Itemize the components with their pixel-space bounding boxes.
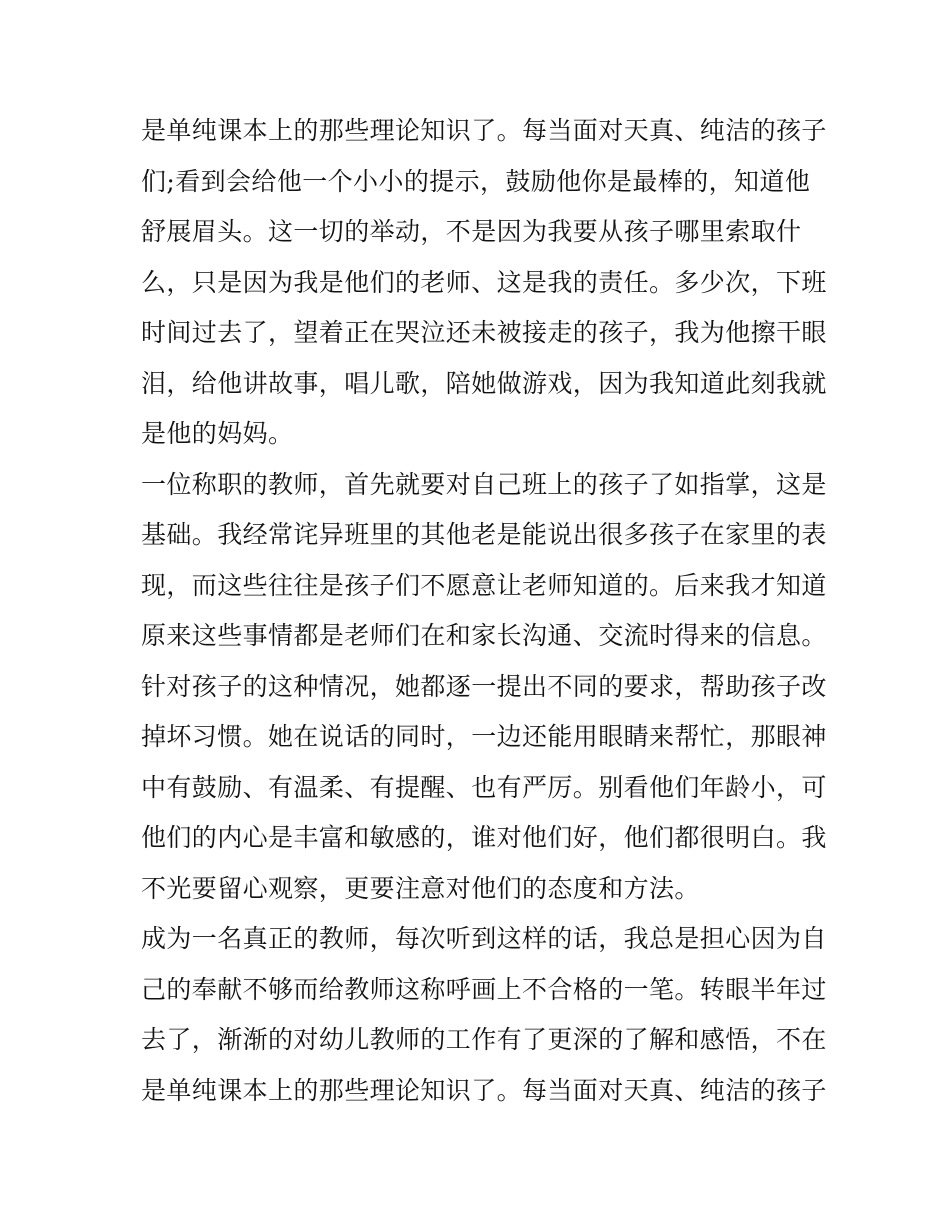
text-line-12: 针对孩子的这种情况，她都逐一提出不同的要求，帮助孩子改 [141,671,827,701]
text-line-6: 泪，给他讲故事，唱儿歌，陪她做游戏，因为我知道此刻我就 [141,368,827,398]
text-line-4: 么，只是因为我是他们的老师、这是我的责任。多少次，下班 [141,267,827,297]
text-line-10: 现，而这些往往是孩子们不愿意让老师知道的。后来我才知道 [141,570,827,600]
text-line-18: 己的奉献不够而给教师这称呼画上不合格的一笔。转眼半年过 [141,974,827,1004]
text-line-20: 是单纯课本上的那些理论知识了。每当面对天真、纯洁的孩子 [141,1075,827,1105]
text-line-1: 是单纯课本上的那些理论知识了。每当面对天真、纯洁的孩子 [141,116,827,145]
text-line-7: 是他的妈妈。 [141,419,294,448]
body-text [141,106,841,1116]
text-line-15: 他们的内心是丰富和敏感的，谁对他们好，他们都很明白。我 [141,823,827,852]
text-line-14: 中有鼓励、有温柔、有提醒、也有严厉。别看他们年龄小，可 [141,772,827,802]
text-line-16: 不光要留心观察，更要注意对他们的态度和方法。 [141,873,700,903]
text-line-11: 原来这些事情都是老师们在和家长沟通、交流时得来的信息。 [141,621,827,650]
text-line-19: 去了，渐渐的对幼儿教师的工作有了更深的了解和感悟，不在 [141,1025,827,1054]
text-line-17: 成为一名真正的教师，每次听到这样的话，我总是担心因为自 [141,924,827,953]
text-line-2: 们;看到会给他一个小小的提示，鼓励他你是最棒的，知道他 [141,166,811,196]
text-line-3: 舒展眉头。这一切的举动，不是因为我要从孩子哪里索取什 [141,217,802,246]
text-line-5: 时间过去了，望着正在哭泣还未被接走的孩子，我为他擦干眼 [141,318,827,347]
text-line-13: 掉坏习惯。她在说话的同时，一边还能用眼睛来帮忙，那眼神 [141,722,827,751]
text-line-9: 基础。我经常诧异班里的其他老是能说出很多孩子在家里的表 [141,520,827,549]
text-line-8: 一位称职的教师，首先就要对自己班上的孩子了如指掌，这是 [141,469,827,499]
